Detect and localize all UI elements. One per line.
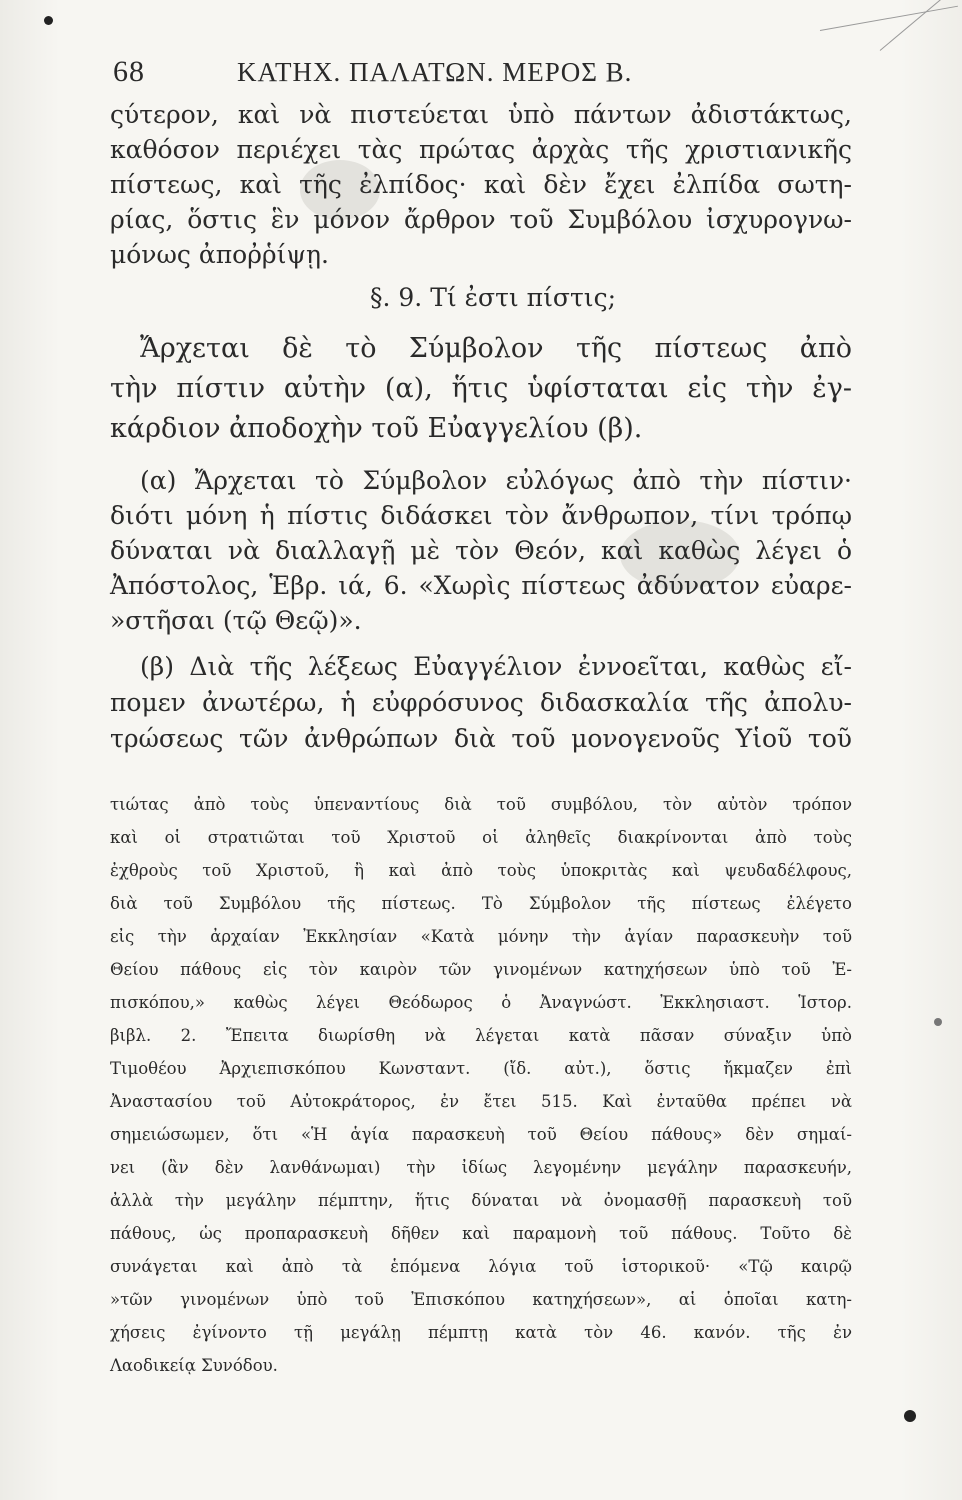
footnote-line: Τιμοθέου Ἀρχιεπισκόπου Κωνσταντ. (ἴδ. αὐτ.), ὅστις ἤκμαζεν ἐπὶ [110, 1059, 852, 1078]
footnote-line: βιβλ. 2. Ἔπειτα διωρίσθη νὰ λέγεται κατὰ πᾶσαν σύναξιν ὑπὸ [110, 1026, 852, 1045]
ink-dot [44, 16, 53, 25]
page-corner-line [820, 6, 958, 31]
footnote-line: συνάγεται καὶ ἀπὸ τὰ ἑπόμενα λόγια τοῦ ἱστορικοῦ· «Τῷ καιρῷ [110, 1257, 852, 1276]
footnote-line: διὰ τοῦ Συμβόλου τῆς πίστεως. Τὸ Σύμβολον τῆς πίστεως ἐλέγετο [110, 894, 852, 913]
page-corner-line [880, 0, 942, 51]
section-heading: §. 9. Τί ἐστι πίστις; [370, 283, 617, 312]
text-line: μόνως ἀποῤῥίψῃ. [110, 240, 329, 269]
ink-dot [904, 1410, 916, 1422]
footnote-line: πάθους, ὡς προπαρασκευὴ δῆθεν καὶ παραμονὴ τοῦ πάθους. Τοῦτο δὲ [110, 1224, 852, 1243]
text-line: διότι μόνη ἡ πίστις διδάσκει τὸν ἄνθρωπον, τίνι τρόπῳ [110, 501, 852, 530]
text-line: δύναται νὰ διαλλαγῇ μὲ τὸν Θεόν, καὶ καθὼς λέγει ὁ [110, 536, 852, 565]
text-line: πίστεως, καὶ τῆς ἐλπίδος· καὶ δὲν ἔχει ἐλπίδα σωτη- [110, 170, 852, 199]
footnote-line: σημειώσωμεν, ὅτι «Ἡ ἁγία παρασκευὴ τοῦ Θείου πάθους» δὲν σημαί- [110, 1125, 852, 1144]
text-line: »στῆσαι (τῷ Θεῷ)». [110, 606, 362, 635]
footnote-line: νει (ἂν δὲν λανθάνωμαι) τὴν ἰδίως λεγομένην μεγάλην παρασκευήν, [110, 1158, 852, 1177]
footnote-line: χήσεις ἐγίνοντο τῇ μεγάλῃ πέμπτῃ κατὰ τὸν 46. κανόν. τῆς ἐν [110, 1323, 852, 1342]
text-line: κάρδιον ἀποδοχὴν τοῦ Εὐαγγελίου (β). [110, 413, 643, 444]
ink-dot [934, 1018, 942, 1026]
footnote-line: τιώτας ἀπὸ τοὺς ὑπεναντίους διὰ τοῦ συμβόλου, τὸν αὐτὸν τρόπον [110, 795, 852, 814]
footnote-line: Θείου πάθους εἰς τὸν καιρὸν τῶν γινομένων κατηχήσεων ὑπὸ τοῦ Ἐ- [110, 960, 852, 979]
page-number: 68 [113, 55, 145, 88]
text-line: ςύτερον, καὶ νὰ πιστεύεται ὑπὸ πάντων ἀδιστάκτως, [110, 100, 852, 129]
running-head [113, 55, 873, 95]
footnote-line: Λαοδικείᾳ Συνόδου. [110, 1356, 278, 1375]
running-title: ΚΑΤΗΧ. ΠΑΛΑΤΩΝ. ΜΕΡΟΣ Β. [237, 57, 633, 87]
text-line: πομεν ἀνωτέρω, ἡ εὐφρόσυνος διδασκαλία τῆς ἀπολυ- [110, 688, 852, 717]
footnote-line: Ἀναστασίου τοῦ Αὐτοκράτορος, ἐν ἔτει 515. Καὶ ἐνταῦθα πρέπει νὰ [110, 1092, 852, 1111]
text-line: (β) Διὰ τῆς λέξεως Εὐαγγέλιον ἐννοεῖται, καθὼς εἴ- [140, 652, 852, 681]
text-line: Ἀπόστολος, Ἑβρ. ιά, 6. «Χωρὶς πίστεως ἀδύνατον εὐαρε- [110, 571, 852, 600]
footnote-line: ἐχθροὺς τοῦ Χριστοῦ, ἢ καὶ ἀπὸ τοὺς ὑποκριτὰς καὶ ψευδαδέλφους, [110, 861, 852, 880]
text-line: τὴν πίστιν αὐτὴν (α), ἥτις ὑφίσταται εἰς τὴν ἐγ- [110, 373, 852, 404]
footnote-line: πισκόπου,» καθὼς λέγει Θεόδωρος ὁ Ἀναγνώστ. Ἐκκλησιαστ. Ἱστορ. [110, 993, 852, 1012]
text-line: Ἄρχεται δὲ τὸ Σύμβολον τῆς πίστεως ἀπὸ [140, 333, 852, 364]
text-line: ρίας, ὅστις ἓν μόνον ἄρθρον τοῦ Συμβόλου ἰσχυρογνω- [110, 205, 852, 234]
footnote-line: »τῶν γινομένων ὑπὸ τοῦ Ἐπισκόπου κατηχήσεων», αἱ ὁποῖαι κατη- [110, 1290, 852, 1309]
footnote-line: εἰς τὴν ἀρχαίαν Ἐκκλησίαν «Κατὰ μόνην τὴν ἁγίαν παρασκευὴν τοῦ [110, 927, 852, 946]
footnote-line: καὶ οἱ στρατιῶται τοῦ Χριστοῦ οἱ ἀληθεῖς διακρίνονται ἀπὸ τοὺς [110, 828, 852, 847]
text-line: καθόσον περιέχει τὰς πρώτας ἀρχὰς τῆς χριστιανικῆς [110, 135, 852, 164]
footnote-line: ἀλλὰ τὴν μεγάλην πέμπτην, ἥτις δύναται νὰ ὀνομασθῇ παρασκευὴ τοῦ [110, 1191, 852, 1210]
text-line: (α) Ἄρχεται τὸ Σύμβολον εὐλόγως ἀπὸ τὴν πίστιν· [140, 466, 852, 495]
text-line: τρώσεως τῶν ἀνθρώπων διὰ τοῦ μονογενοῦς Υἱοῦ τοῦ [110, 724, 852, 753]
